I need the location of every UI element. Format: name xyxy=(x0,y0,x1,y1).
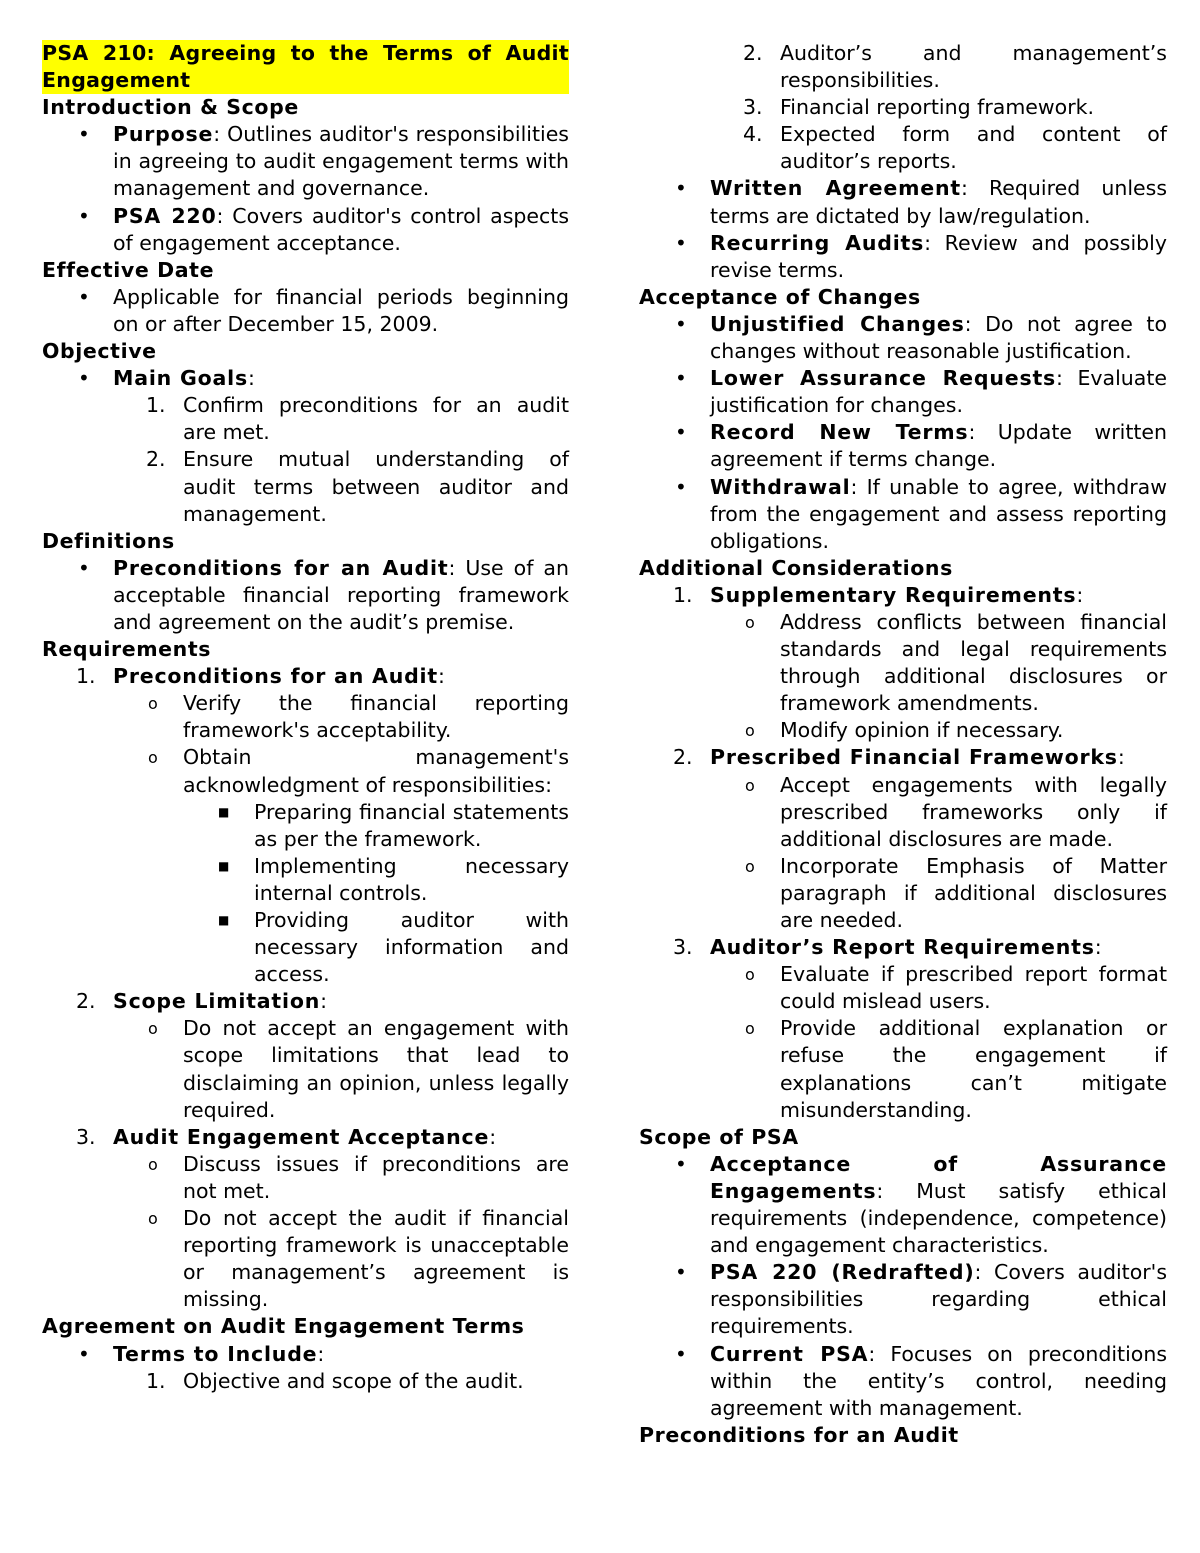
list-item: • Current PSA: Focuses on preconditions within the entity’s control, needing agreement with management. xyxy=(675,1341,1167,1420)
section-heading-intro: Introduction & Scope xyxy=(42,95,299,120)
section-heading-objective: Objective xyxy=(42,339,157,364)
page-title: PSA 210: Agreeing to the Terms of Audit Engagement xyxy=(42,40,569,94)
sub-item: o Provide additional explanation or refuse the engagement if explanations can’t mitigate misunderstanding. xyxy=(745,1016,1167,1122)
section-heading-effective-date: Effective Date xyxy=(42,257,215,282)
list-item: • Purpose: Outlines auditor's responsibilities in agreeing to audit engagement terms with management and governance. xyxy=(78,122,569,201)
numbered-item: 3. Audit Engagement Acceptance: xyxy=(76,1124,497,1149)
list-item: • Lower Assurance Requests: Evaluate justification for changes. xyxy=(675,366,1167,418)
numbered-item: 1. Confirm preconditions for an audit are met. xyxy=(146,393,569,445)
list-item: • Withdrawal: If unable to agree, withdraw from the engagement and assess reporting obligations. xyxy=(675,474,1167,553)
numbered-item: 2. Ensure mutual understanding of audit terms between auditor and management. xyxy=(146,447,569,526)
section-heading-scope: Scope of PSA xyxy=(639,1124,799,1149)
list-item: • Applicable for financial periods beginning on or after December 15, 2009. xyxy=(78,284,569,336)
numbered-item: 3. Auditor’s Report Requirements: xyxy=(673,935,1102,960)
sub-item: o Discuss issues if preconditions are not met. xyxy=(148,1151,569,1203)
numbered-item: 2. Auditor’s and management’s responsibilities. xyxy=(743,41,1167,93)
section-heading-changes: Acceptance of Changes xyxy=(639,284,921,309)
numbered-item: 4. Expected form and content of auditor’s reports. xyxy=(743,122,1167,174)
right-column xyxy=(639,40,1167,1449)
list-item: • Main Goals: xyxy=(78,366,255,391)
sub-item: o Modify opinion if necessary. xyxy=(745,718,1064,743)
numbered-item: 2. Prescribed Financial Frameworks: xyxy=(673,745,1125,770)
list-item: • Record New Terms: Update written agreement if terms change. xyxy=(675,420,1167,472)
sub-sub-item: ■ Providing auditor with necessary information and access. xyxy=(218,908,569,987)
section-heading-additional: Additional Considerations xyxy=(639,555,953,580)
sub-item: o Accept engagements with legally prescribed frameworks only if additional disclosures are made. xyxy=(745,772,1167,851)
sub-item: o Do not accept the audit if financial reporting framework is unacceptable or management’s agreement is missing. xyxy=(148,1206,569,1312)
sub-item: o Address conflicts between financial standards and legal requirements through additional disclosures or framework amendments. xyxy=(745,609,1167,716)
sub-item: o Evaluate if prescribed report format could mislead users. xyxy=(745,962,1167,1014)
left-column xyxy=(42,40,569,1395)
list-item: • Unjustified Changes: Do not agree to changes without reasonable justification. xyxy=(675,311,1167,364)
list-item: • PSA 220 (Redrafted): Covers auditor's responsibilities regarding ethical requirements. xyxy=(675,1260,1167,1339)
numbered-item: 3. Financial reporting framework. xyxy=(743,95,1095,120)
list-item: • Terms to Include: xyxy=(78,1341,325,1366)
numbered-item: 1. Supplementary Requirements: xyxy=(673,582,1084,607)
section-heading-agreement: Agreement on Audit Engagement Terms xyxy=(42,1314,525,1339)
numbered-item: 2. Scope Limitation: xyxy=(76,989,328,1014)
sub-item: o Incorporate Emphasis of Matter paragraph if additional disclosures are needed. xyxy=(745,853,1167,932)
section-heading-requirements: Requirements xyxy=(42,637,212,662)
sub-item: o Verify the financial reporting framework's acceptability. xyxy=(148,691,569,743)
list-item: • PSA 220: Covers auditor's control aspects of engagement acceptance. xyxy=(78,203,570,255)
sub-item: o Obtain management's acknowledgment of responsibilities: xyxy=(148,745,569,797)
list-item: • Written Agreement: Required unless terms are dictated by law/regulation. xyxy=(675,176,1167,228)
section-heading-preconditions: Preconditions for an Audit xyxy=(639,1422,959,1447)
section-heading-definitions: Definitions xyxy=(42,528,175,553)
sub-sub-item: ■ Implementing necessary internal controls. xyxy=(218,853,569,905)
list-item: • Preconditions for an Audit: Use of an acceptable financial reporting framework and agreement on the audit’s premise. xyxy=(78,555,569,634)
sub-sub-item: ■ Preparing financial statements as per the framework. xyxy=(218,799,569,851)
list-item: • Acceptance of Assurance Engagements: Must satisfy ethical requirements (independence, competence) and engagement characteristics. xyxy=(675,1151,1167,1258)
numbered-item: 1. Preconditions for an Audit: xyxy=(76,664,445,689)
list-item: • Recurring Audits: Review and possibly revise terms. xyxy=(675,230,1167,282)
numbered-item: 1. Objective and scope of the audit. xyxy=(146,1368,524,1393)
sub-item: o Do not accept an engagement with scope limitations that lead to disclaiming an opinion, unless legally required. xyxy=(148,1016,569,1122)
